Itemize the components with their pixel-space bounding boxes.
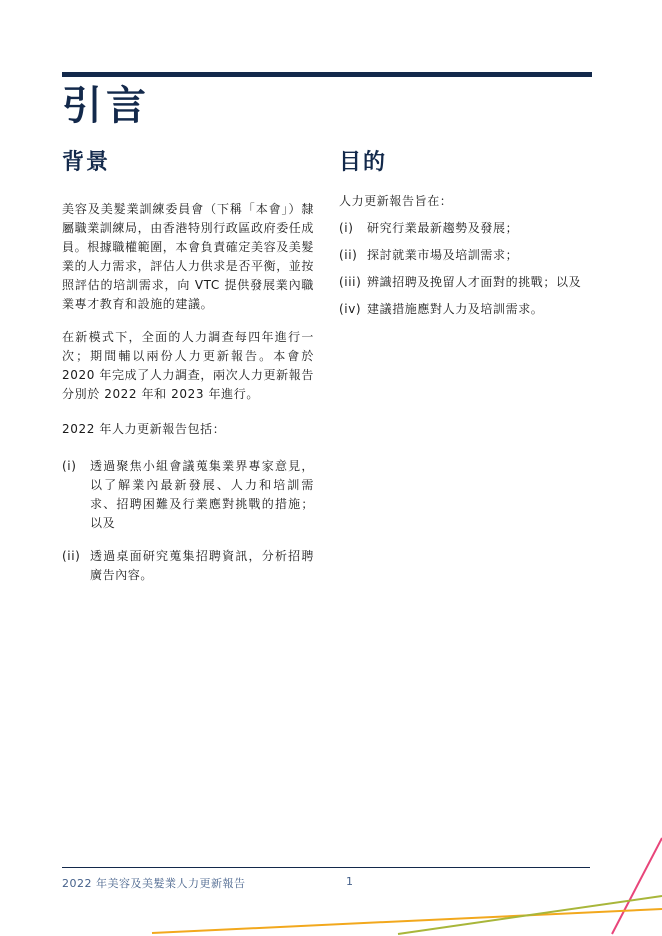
list-marker: (i): [62, 459, 77, 473]
background-paragraph-3: 2022 年人力更新報告包括：: [62, 422, 226, 436]
list-marker: (i): [339, 221, 354, 235]
footer-report-title: 2022 年美容及美髮業人力更新報告: [62, 877, 246, 890]
list-text: 研究行業最新趨勢及發展；: [367, 221, 519, 235]
page-number: 1: [346, 875, 353, 888]
list-text: 建議措施應對人力及培訓需求。: [367, 302, 544, 316]
background-section: [62, 148, 314, 599]
list-item: [339, 300, 591, 319]
list-text: 探討就業市場及培訓需求；: [367, 248, 519, 262]
list-marker: (ii): [62, 549, 81, 563]
purpose-list: [339, 219, 591, 319]
list-item: [62, 547, 314, 585]
orange-accent-line: [152, 909, 662, 933]
top-rule: [62, 72, 592, 77]
list-text: 透過桌面研究蒐集招聘資訊，分析招聘廣告內容。: [90, 549, 314, 582]
list-item: [339, 219, 591, 238]
green-accent-line: [398, 896, 662, 934]
list-marker: (iii): [339, 275, 362, 289]
pink-accent-line: [612, 838, 662, 934]
list-text: 透過聚焦小組會議蒐集業界專家意見，以了解業內最新發展、人力和培訓需求、招聘困難及行業應對挑戰的措施；以及: [90, 459, 314, 530]
list-item: [339, 273, 591, 292]
list-item: [62, 457, 314, 533]
background-heading: 背景: [62, 150, 111, 175]
list-text: 辨識招聘及挽留人才面對的挑戰；以及: [367, 275, 582, 289]
background-paragraph-2: 在新模式下，全面的人力調查每四年進行一次；期間輔以兩份人力更新報告。本會於 2020 年完成了人力調查，兩次人力更新報告分別於 2022 年和 2023 年進行。: [62, 330, 314, 401]
purpose-intro: 人力更新報告旨在：: [339, 194, 453, 208]
purpose-section: [339, 148, 591, 333]
list-marker: (iv): [339, 302, 362, 316]
background-paragraph-1: 美容及美髮業訓練委員會（下稱「本會」）隸屬職業訓練局，由香港特別行政區政府委任成員。根據職權範圍，本會負責確定美容及美髮業的人力需求，評估人力供求是否平衡，並按照評估的培訓需求，向 VTC 提供發展業內職業專才教育和設施的建議。: [62, 202, 315, 311]
list-item: [339, 246, 591, 265]
footer-rule: [62, 867, 590, 868]
list-marker: (ii): [339, 248, 358, 262]
purpose-heading: 目的: [339, 150, 388, 175]
page-title: 引言: [62, 83, 150, 129]
background-list: [62, 457, 314, 585]
